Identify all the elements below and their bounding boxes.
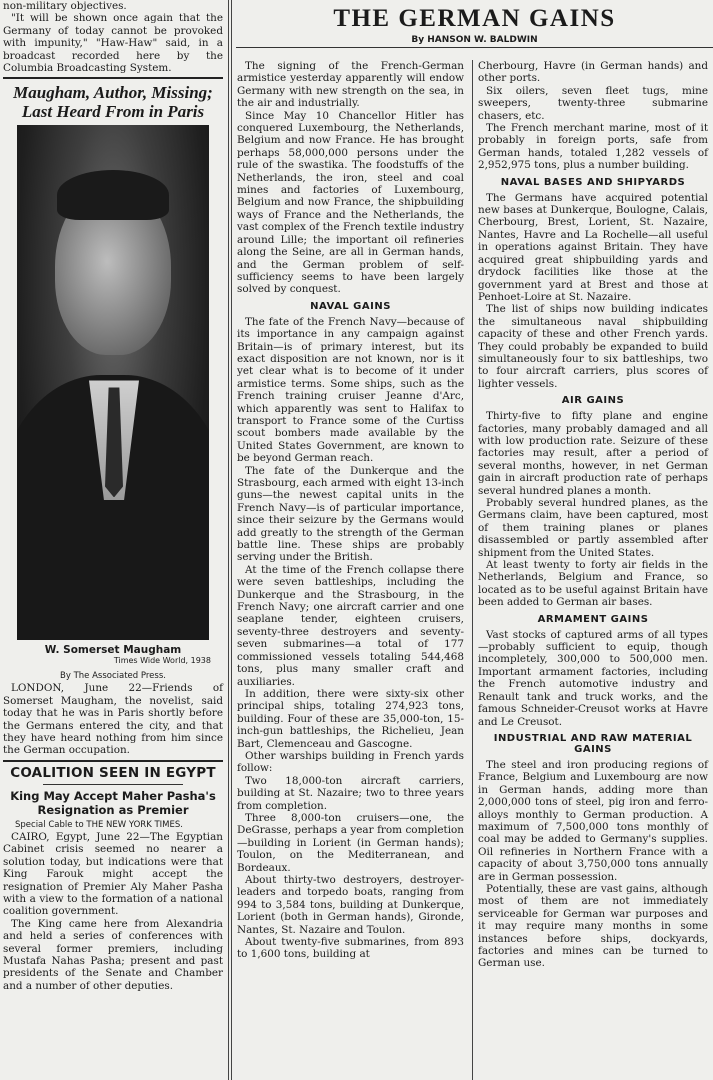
article-paragraph: Vast stocks of captured arms of all types—probably sufficient to equip, though incompletely, 300,000 to 500,000 men. Important armament factories, including the French automotive industry and Renault tank and truck works, and the famous Schneider-Creusot works at Havre and Le Creusot.	[478, 628, 708, 728]
article-paragraph: About twenty-five submarines, from 893 to 1,600 tons, building at	[237, 936, 464, 961]
article-paragraph: Thirty-five to fifty plane and engine factories, many probably damaged and all with low production rate. Seizure of these factories may result, after a period of several months, however, in net German gain in aircraft production rate of perhaps several hundred planes a month.	[478, 410, 708, 497]
maugham-body: LONDON, June 22—Friends of Somerset Maugham, the novelist, said today that he was in Paris shortly before the Germans entered the city, and that they have heard nothing from him since the German occupation.	[3, 682, 223, 757]
coalition-paragraph: The King came here from Alexandria and held a series of conferences with several former premiers, including Mustafa Nahas Pasha; present and past presidents of the Senate and Chamber and a number of other deputies.	[3, 917, 223, 992]
article-header	[236, 0, 713, 50]
article-byline: By HANSON W. BALDWIN	[411, 35, 538, 45]
section-heading: AIR GAINS	[561, 395, 625, 407]
column-rule	[231, 0, 232, 1080]
article-paragraph: Cherbourg, Havre (in German hands) and other ports.	[478, 60, 708, 85]
section-heading: ARMAMENT GAINS	[537, 613, 649, 625]
article-right-column	[474, 60, 713, 1080]
article-title: THE GERMAN GAINS	[333, 5, 616, 32]
left-column	[0, 0, 225, 1080]
coalition-headline: COALITION SEEN IN EGYPT	[10, 764, 216, 781]
section-heading: INDUSTRIAL AND RAW MATERIAL GAINS	[493, 732, 693, 755]
article-paragraph: In addition, there were sixty-six other principal ships, totaling 274,923 tons, building. Four of these are 35,000-ton, 15-inch-gun battleships, the Richelieu, Jean Bart, Clemenceau and Gascogne.	[237, 687, 464, 750]
article-paragraph: Since May 10 Chancellor Hitler has conquered Luxembourg, the Netherlands, Belgium and now France. He has brought perhaps 58,000,000 persons under the rule of the swastika. The foodstuffs of the Netherlands, the iron, steel and coal mines and factories of Luxembourg, Belgium and now France, the shipbuilding ways of France and the Netherlands, the vast complex of the French textile industry around Lille; the important oil refineries along the Seine, are all in German hands, and the German problem of self-sufficiency seems to have been largely solved by conquest.	[237, 109, 464, 296]
photo-caption: W. Somerset Maugham	[44, 644, 182, 657]
article-paragraph: Other warships building in French yards follow:	[237, 749, 464, 775]
column-rule	[472, 60, 473, 1080]
divider	[43, 784, 183, 785]
article-paragraph: The steel and iron producing regions of France, Belgium and Luxembourg are now in German hands, adding more than 2,000,000 tons of steel, pig iron and ferro-alloys monthly to German production. A maximum of 7,500,000 tons monthly of coal may be added to Germany's supplies. Oil refineries in Northern France with a capacity of about 3,750,000 tons annually are in German possession.	[478, 758, 708, 883]
continuation-line-1: non-military objectives.	[3, 0, 127, 12]
maugham-source: By The Associated Press.	[60, 671, 166, 682]
article-paragraph: The list of ships now building indicates the simultaneous naval shipbuilding capacity of these and other French yards. They could probably be expanded to build simultaneously four to six battleships, two to four aircraft carriers, plus scores of lighter vessels.	[478, 303, 708, 390]
article-paragraph: At the time of the French collapse there were seven battleships, including the Dunkerque and the Strasbourg, in the French Navy; one aircraft carrier and one seaplane tender, eighteen cruisers, seventy-three destroyers and seventy-seven submarines—a total of 177 commissioned vessels totaling 544,468 tons, plus many smaller craft and auxiliaries.	[237, 563, 464, 688]
coalition-paragraph: CAIRO, Egypt, June 22—The Egyptian Cabinet crisis seemed no nearer a solution today, but indications were that King Farouk might accept the resignation of Premier Aly Maher Pasha with a view to the formation of a national coalition government.	[3, 830, 223, 918]
article-paragraph: The fate of the French Navy—because of its importance in any campaign against Britain—is of primary interest, but its exact disposition are not known, nor is it yet clear what is to become of it under armistice terms. Some ships, such as the French training cruiser Jeanne d'Arc, which apparently was sent to Halifax to transport to France some of the Curtiss scout bombers made available by the United States Government, are known to be beyond German reach.	[237, 315, 464, 465]
article-middle-column	[234, 60, 471, 1080]
section-heading: NAVAL BASES AND SHIPYARDS	[500, 176, 686, 188]
article-paragraph: The signing of the French-German armistice yesterday apparently will endow Germany with new strength on the sea, in the air and industrially.	[237, 60, 464, 110]
divider	[3, 760, 223, 762]
maugham-headline: Maugham, Author, Missing; Last Heard From in Paris	[13, 83, 213, 122]
divider	[236, 47, 713, 48]
coalition-source: Special Cable to THE NEW YORK TIMES.	[15, 819, 183, 830]
section-heading: NAVAL GAINS	[310, 300, 391, 312]
photo-credit: Times Wide World, 1938	[113, 656, 211, 666]
article-paragraph: The French merchant marine, most of it probably in foreign ports, safe from German hands, totaled 1,282 vessels of 2,952,975 tons, plus a number building.	[478, 122, 708, 172]
haw-haw-paragraph: "It will be shown once again that the Germany of today cannot be provoked with impunity," "Haw-Haw" said, in a broadcast recorded here by the Columbia Broadcasting System.	[3, 12, 223, 75]
maugham-photo	[17, 125, 209, 640]
article-paragraph: At least twenty to forty air fields in the Netherlands, Belgium and France, so located as to be useful against Britain have been added to German air bases.	[478, 559, 708, 609]
article-paragraph: Probably several hundred planes, as the Germans claim, have been captured, most of them training planes or planes disassembled or partly assembled after shipment from the United States.	[478, 497, 708, 559]
divider	[3, 77, 223, 79]
column-rule	[228, 0, 229, 1080]
article-paragraph: The Germans have acquired potential new bases at Dunkerque, Boulogne, Calais, Cherbourg, Brest, Lorient, St. Nazaire, Nantes, Havre and La Rochelle—all useful in operations against Britain. They have acquired great shipbuilding yards and drydock facilities like those at the government yard at Brest and those at Penhoet-Loire at St. Nazaire.	[478, 191, 708, 303]
article-paragraph: The fate of the Dunkerque and the Strasbourg, each armed with eight 13-inch guns—the newest capital units in the French Navy—is of particular importance, since their seizure by the Germans would add greatly to the strength of the German battle line. These ships are probably serving under the British.	[237, 464, 464, 564]
coalition-subhead: King May Accept Maher Pasha's Resignation as Premier	[10, 788, 216, 817]
article-paragraph: Three 8,000-ton cruisers—one, the DeGrasse, perhaps a year from completion—building in Lorient (in German hands); Toulon, on the Mediterranean, and Bordeaux.	[237, 811, 464, 874]
article-paragraph: Two 18,000-ton aircraft carriers, building at St. Nazaire; two to three years from completion.	[237, 774, 464, 812]
article-paragraph: Six oilers, seven fleet tugs, mine sweepers, twenty-three submarine chasers, etc.	[478, 84, 708, 122]
article-paragraph: About thirty-two destroyers, destroyer-leaders and torpedo boats, ranging from 994 to 3,584 tons, building at Dunkerque, Lorient (both in German hands), Gironde, Nantes, St. Nazaire and Toulon.	[237, 874, 464, 936]
article-paragraph: Potentially, these are vast gains, although most of them are not immediately serviceable for German war purposes and it may require many months in some instances before ships, dockyards, factories and mines can be turned to German use.	[478, 882, 708, 970]
